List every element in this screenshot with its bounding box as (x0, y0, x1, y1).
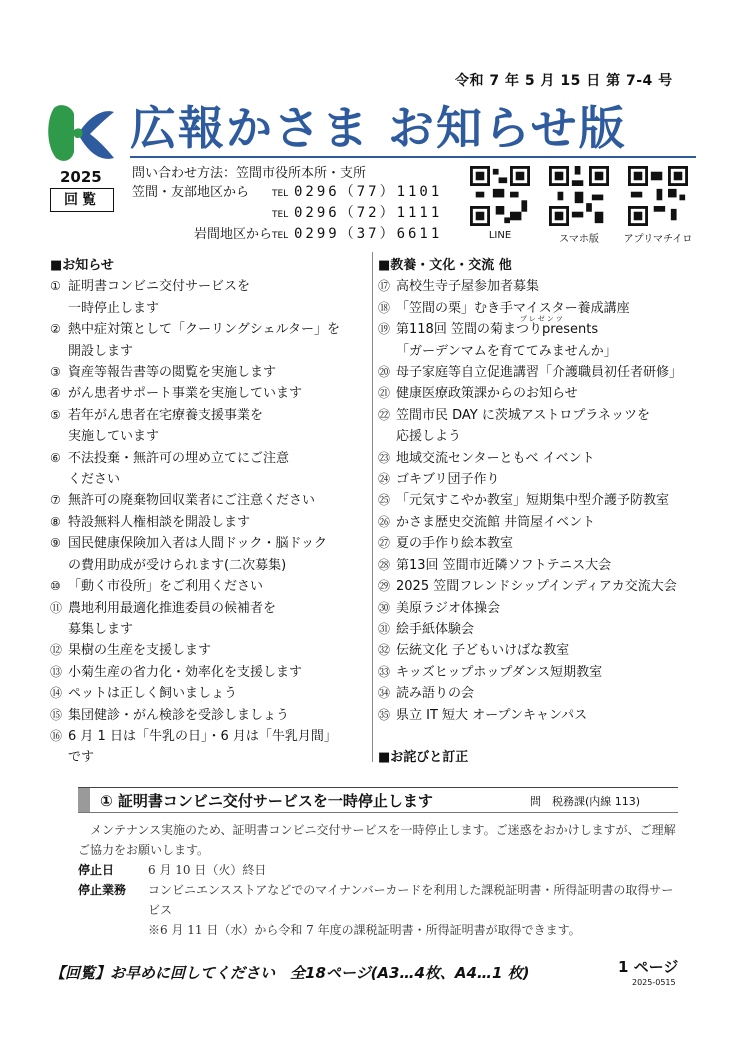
item-text: 果樹の生産を支援します (68, 643, 212, 659)
item-text: 読み語りの会 (396, 686, 475, 702)
notice-item[interactable] (378, 490, 708, 511)
item-number: ㉘ (378, 557, 391, 572)
qr-label-line: LINE (488, 230, 512, 241)
notice-item[interactable] (378, 383, 708, 404)
item-number: ㉜ (378, 643, 391, 658)
item-text: 母子家庭等自立促進講習「介護職員初任者研修」 (396, 365, 683, 381)
notice-item[interactable] (378, 341, 708, 362)
item-number: ㉒ (378, 407, 391, 422)
item-text: 絵手紙体験会 (396, 621, 475, 637)
notice-item[interactable] (378, 362, 708, 383)
section-heading: ■お知らせ (50, 258, 114, 273)
item-number: ⑨ (50, 536, 61, 551)
item-text: 健康医療政策課からのお知らせ (396, 386, 578, 402)
item-number: ⑱ (378, 300, 391, 315)
article-note: ※6 月 11 日（水）から令和 7 年度の課税証明書・所得証明書が取得できます。 (148, 923, 581, 937)
notices-left-column (50, 255, 370, 769)
item-text: 「笠間の栗」むき手マイスター養成講座 (396, 300, 630, 316)
notice-item[interactable] (378, 598, 708, 619)
item-text: 資産等報告書等の閲覧を実施します (68, 365, 277, 381)
article-header-bar (78, 788, 90, 812)
notice-item[interactable] (50, 469, 370, 490)
notice-item[interactable] (378, 448, 708, 469)
notice-list (378, 276, 708, 726)
notice-item[interactable] (378, 276, 708, 297)
notice-item[interactable] (50, 276, 370, 297)
section-heading: ■教養・文化・交流 他 (378, 258, 512, 273)
stop-date-label: 停止日 (78, 863, 115, 877)
item-text: 県立 IT 短大 オープンキャンパス (396, 707, 588, 723)
notice-item[interactable] (50, 426, 370, 447)
item-number: ㉞ (378, 686, 391, 701)
item-text: の費用助成が受けられます(二次募集) (68, 557, 287, 573)
kairan-badge: 回覧 (50, 188, 114, 212)
notice-item[interactable] (50, 747, 370, 768)
page-number: 1 ページ (618, 958, 679, 976)
item-number: ㉟ (378, 707, 391, 722)
item-number: ⑭ (50, 686, 63, 701)
title-rule (130, 156, 696, 158)
item-text: ゴキブリ団子作り (396, 472, 500, 488)
contact-method: 問い合わせ方法：笠間市役所本所・支所 (132, 166, 367, 181)
article-body (78, 820, 678, 940)
item-text: 募集します (68, 621, 134, 637)
notice-item[interactable] (378, 405, 708, 426)
item-text: 美原ラジオ体操会 (396, 600, 501, 616)
item-number: ① (50, 279, 61, 294)
item-text: 若年がん患者在宅療養支援事業を (68, 407, 264, 423)
contact-area-label: 岩間地区から (193, 227, 272, 242)
notice-item[interactable] (378, 533, 708, 554)
item-text: 小菊生産の省力化・効率化を支援します (68, 664, 303, 680)
qr-code-app-icon[interactable] (628, 166, 688, 226)
article-paragraph: メンテナンス実施のため、証明書コンビニ交付サービスを一時停止します。ご迷惑をおかけしますが、ご理解ご協力をお願いします。 (78, 823, 676, 857)
notice-item[interactable] (378, 555, 708, 576)
contact-block (132, 164, 442, 246)
item-number: ㉗ (378, 536, 391, 551)
item-text: 熱中症対策として「クーリングシェルター」を (68, 322, 340, 338)
notice-item[interactable] (378, 640, 708, 661)
notice-item[interactable] (50, 640, 370, 661)
item-number: ⑤ (50, 407, 61, 422)
item-number: ④ (50, 386, 61, 401)
newsletter-title: 広報かさま お知らせ版 (130, 101, 627, 155)
item-text: 伝統文化 子どもいけばな教室 (396, 643, 570, 659)
item-text: 高校生寺子屋参加者募集 (396, 279, 540, 295)
notice-item[interactable] (50, 362, 370, 383)
notice-item[interactable] (378, 705, 708, 726)
notice-item[interactable] (50, 405, 370, 426)
phone-number: 0296（77）1101 (294, 184, 443, 200)
notices-right-column (378, 255, 708, 768)
item-text: 夏の手作り絵本教室 (396, 536, 514, 552)
item-text: 2025 笠間フレンドシップインディアカ交流大会 (396, 579, 677, 595)
item-number: ⑳ (378, 365, 391, 380)
ruby-text: プレゼンツ (520, 315, 565, 323)
item-number: ⑩ (50, 579, 61, 594)
notice-item[interactable] (50, 490, 370, 511)
item-number: ⑪ (50, 600, 63, 615)
item-text: 第118回 笠間の菊まつりpresents (396, 322, 599, 338)
item-number: ㉕ (378, 493, 391, 508)
issue-date: 令和 7 年 5 月 15 日 第 7-4 号 (455, 73, 673, 89)
item-text: 第13回 笠間市近隣ソフトテニス大会 (396, 557, 612, 573)
item-number: ㉛ (378, 621, 391, 636)
notice-item[interactable] (378, 662, 708, 683)
item-text: です (68, 750, 95, 766)
item-text: 集団健診・がん検診を受診しましょう (68, 707, 290, 723)
notice-item[interactable] (50, 448, 370, 469)
article-title: ① 証明書コンビニ交付サービスを一時停止します (100, 792, 433, 810)
qr-code-line-icon[interactable] (470, 166, 530, 226)
item-text: 証明書コンビニ交付サービスを (68, 279, 251, 295)
notice-item[interactable] (50, 341, 370, 362)
item-text: 「元気すこやか教室」短期集中型介護予防教室 (396, 493, 670, 509)
item-number: ② (50, 322, 61, 337)
item-text: 農地利用最適化推進委員の候補者を (68, 600, 277, 616)
notice-item[interactable] (50, 576, 370, 597)
qr-code-smartphone-icon[interactable] (549, 166, 609, 226)
qr-label-app: アプリマチイロ (623, 234, 693, 245)
item-text: 応援しよう (396, 429, 462, 445)
notice-item[interactable] (50, 533, 370, 554)
item-text: 一時停止します (68, 300, 160, 316)
item-number: ㉖ (378, 514, 391, 529)
item-number: ㉚ (378, 600, 391, 615)
item-number: ㉝ (378, 664, 391, 679)
notice-item[interactable] (50, 662, 370, 683)
notice-item[interactable] (50, 598, 370, 619)
item-number: ㉓ (378, 450, 391, 465)
contact-row (132, 204, 442, 225)
notice-item[interactable] (378, 619, 708, 640)
notice-item[interactable] (50, 619, 370, 640)
notice-item[interactable] (50, 683, 370, 704)
notice-item[interactable] (378, 576, 708, 597)
item-text: ください (68, 472, 121, 488)
contact-row (132, 225, 442, 246)
item-text: 国民健康保険加入者は人間ドック・脳ドック (68, 536, 327, 552)
phone-number: 0299（37）6611 (294, 226, 443, 242)
stop-service-value: コンビニエンスストアなどでのマイナンバーカードを利用した課税証明書・所得証明書の取得サービス (148, 883, 674, 917)
item-number: ⑲ (378, 322, 391, 337)
item-text: 地域交流センターともべ イベント (396, 450, 595, 466)
item-number: ㉑ (378, 386, 391, 401)
column-divider (372, 252, 373, 762)
item-number: ③ (50, 365, 61, 380)
item-text: 実施しています (68, 429, 160, 445)
contact-area-label: 笠間・友部地区から (132, 185, 250, 200)
footer-kairan-text: 【回覧】お早めに回してください 全18ページ(A3…4枚、A4…1 枚) (50, 964, 530, 982)
notice-item[interactable] (378, 683, 708, 704)
tel-label: TEL (272, 210, 289, 220)
article-contact: 問 税務課(内線 113) (530, 795, 641, 808)
tel-label: TEL (272, 231, 289, 241)
item-text: 特設無料人権相談を開設します (68, 514, 251, 530)
item-number: ⑬ (50, 664, 63, 679)
notice-item[interactable] (378, 512, 708, 533)
item-text: 開設します (68, 343, 134, 359)
item-number: ㉔ (378, 472, 391, 487)
item-text: 笠間市民 DAY に茨城アストロプラネッツを (396, 407, 650, 423)
stop-date-value: 6 月 10 日（火）終日 (148, 863, 267, 877)
qr-label-smartphone: スマホ版 (559, 234, 599, 245)
item-number: ⑮ (50, 707, 63, 722)
stop-service-row (78, 880, 678, 920)
phone-number: 0296（72）1111 (294, 205, 443, 221)
item-text: 不法投棄・無許可の埋め立てにご注意 (68, 450, 290, 466)
item-text: がん患者サポート事業を実施しています (68, 386, 303, 402)
item-number: ⑰ (378, 279, 391, 294)
city-logo-icon (44, 100, 120, 166)
page-code: 2025-0515 (632, 978, 676, 987)
notice-item[interactable] (378, 469, 708, 490)
item-number: ⑯ (50, 728, 63, 743)
notice-item[interactable] (50, 726, 370, 747)
item-number: ⑥ (50, 450, 61, 465)
stop-date-row (78, 860, 678, 880)
article-header (78, 787, 678, 813)
notice-item[interactable] (50, 705, 370, 726)
item-text: 「ガーデンマムを育ててみませんか」 (396, 343, 617, 359)
item-text: ペットは正しく飼いましょう (68, 686, 238, 702)
item-number: ⑫ (50, 643, 63, 658)
item-text: キッズヒップホップダンス短期教室 (396, 664, 603, 680)
note-row (78, 920, 678, 940)
item-text: かさま歴史交流館 井筒屋イベント (396, 514, 596, 530)
item-number: ⑦ (50, 493, 61, 508)
notice-item[interactable] (50, 319, 370, 340)
item-text: 「動く市役所」をご利用ください (68, 579, 264, 595)
stop-service-label: 停止業務 (78, 883, 127, 897)
notice-item[interactable] (378, 426, 708, 447)
item-text: 無許可の廃棄物回収業者にご注意ください (68, 493, 316, 509)
notice-item[interactable] (50, 298, 370, 319)
tel-label: TEL (272, 189, 289, 199)
year: 2025 (60, 168, 102, 186)
apology-heading: ■お詫びと訂正 (378, 749, 469, 765)
notice-item[interactable] (50, 512, 370, 533)
notice-item[interactable] (50, 383, 370, 404)
notice-item[interactable] (50, 555, 370, 576)
notice-list (50, 276, 370, 768)
item-number: ⑧ (50, 514, 61, 529)
item-text: 6 月 1 日は「牛乳の日」・6 月は「牛乳月間」 (68, 728, 337, 744)
contact-row (132, 183, 442, 204)
item-number: ㉙ (378, 579, 391, 594)
